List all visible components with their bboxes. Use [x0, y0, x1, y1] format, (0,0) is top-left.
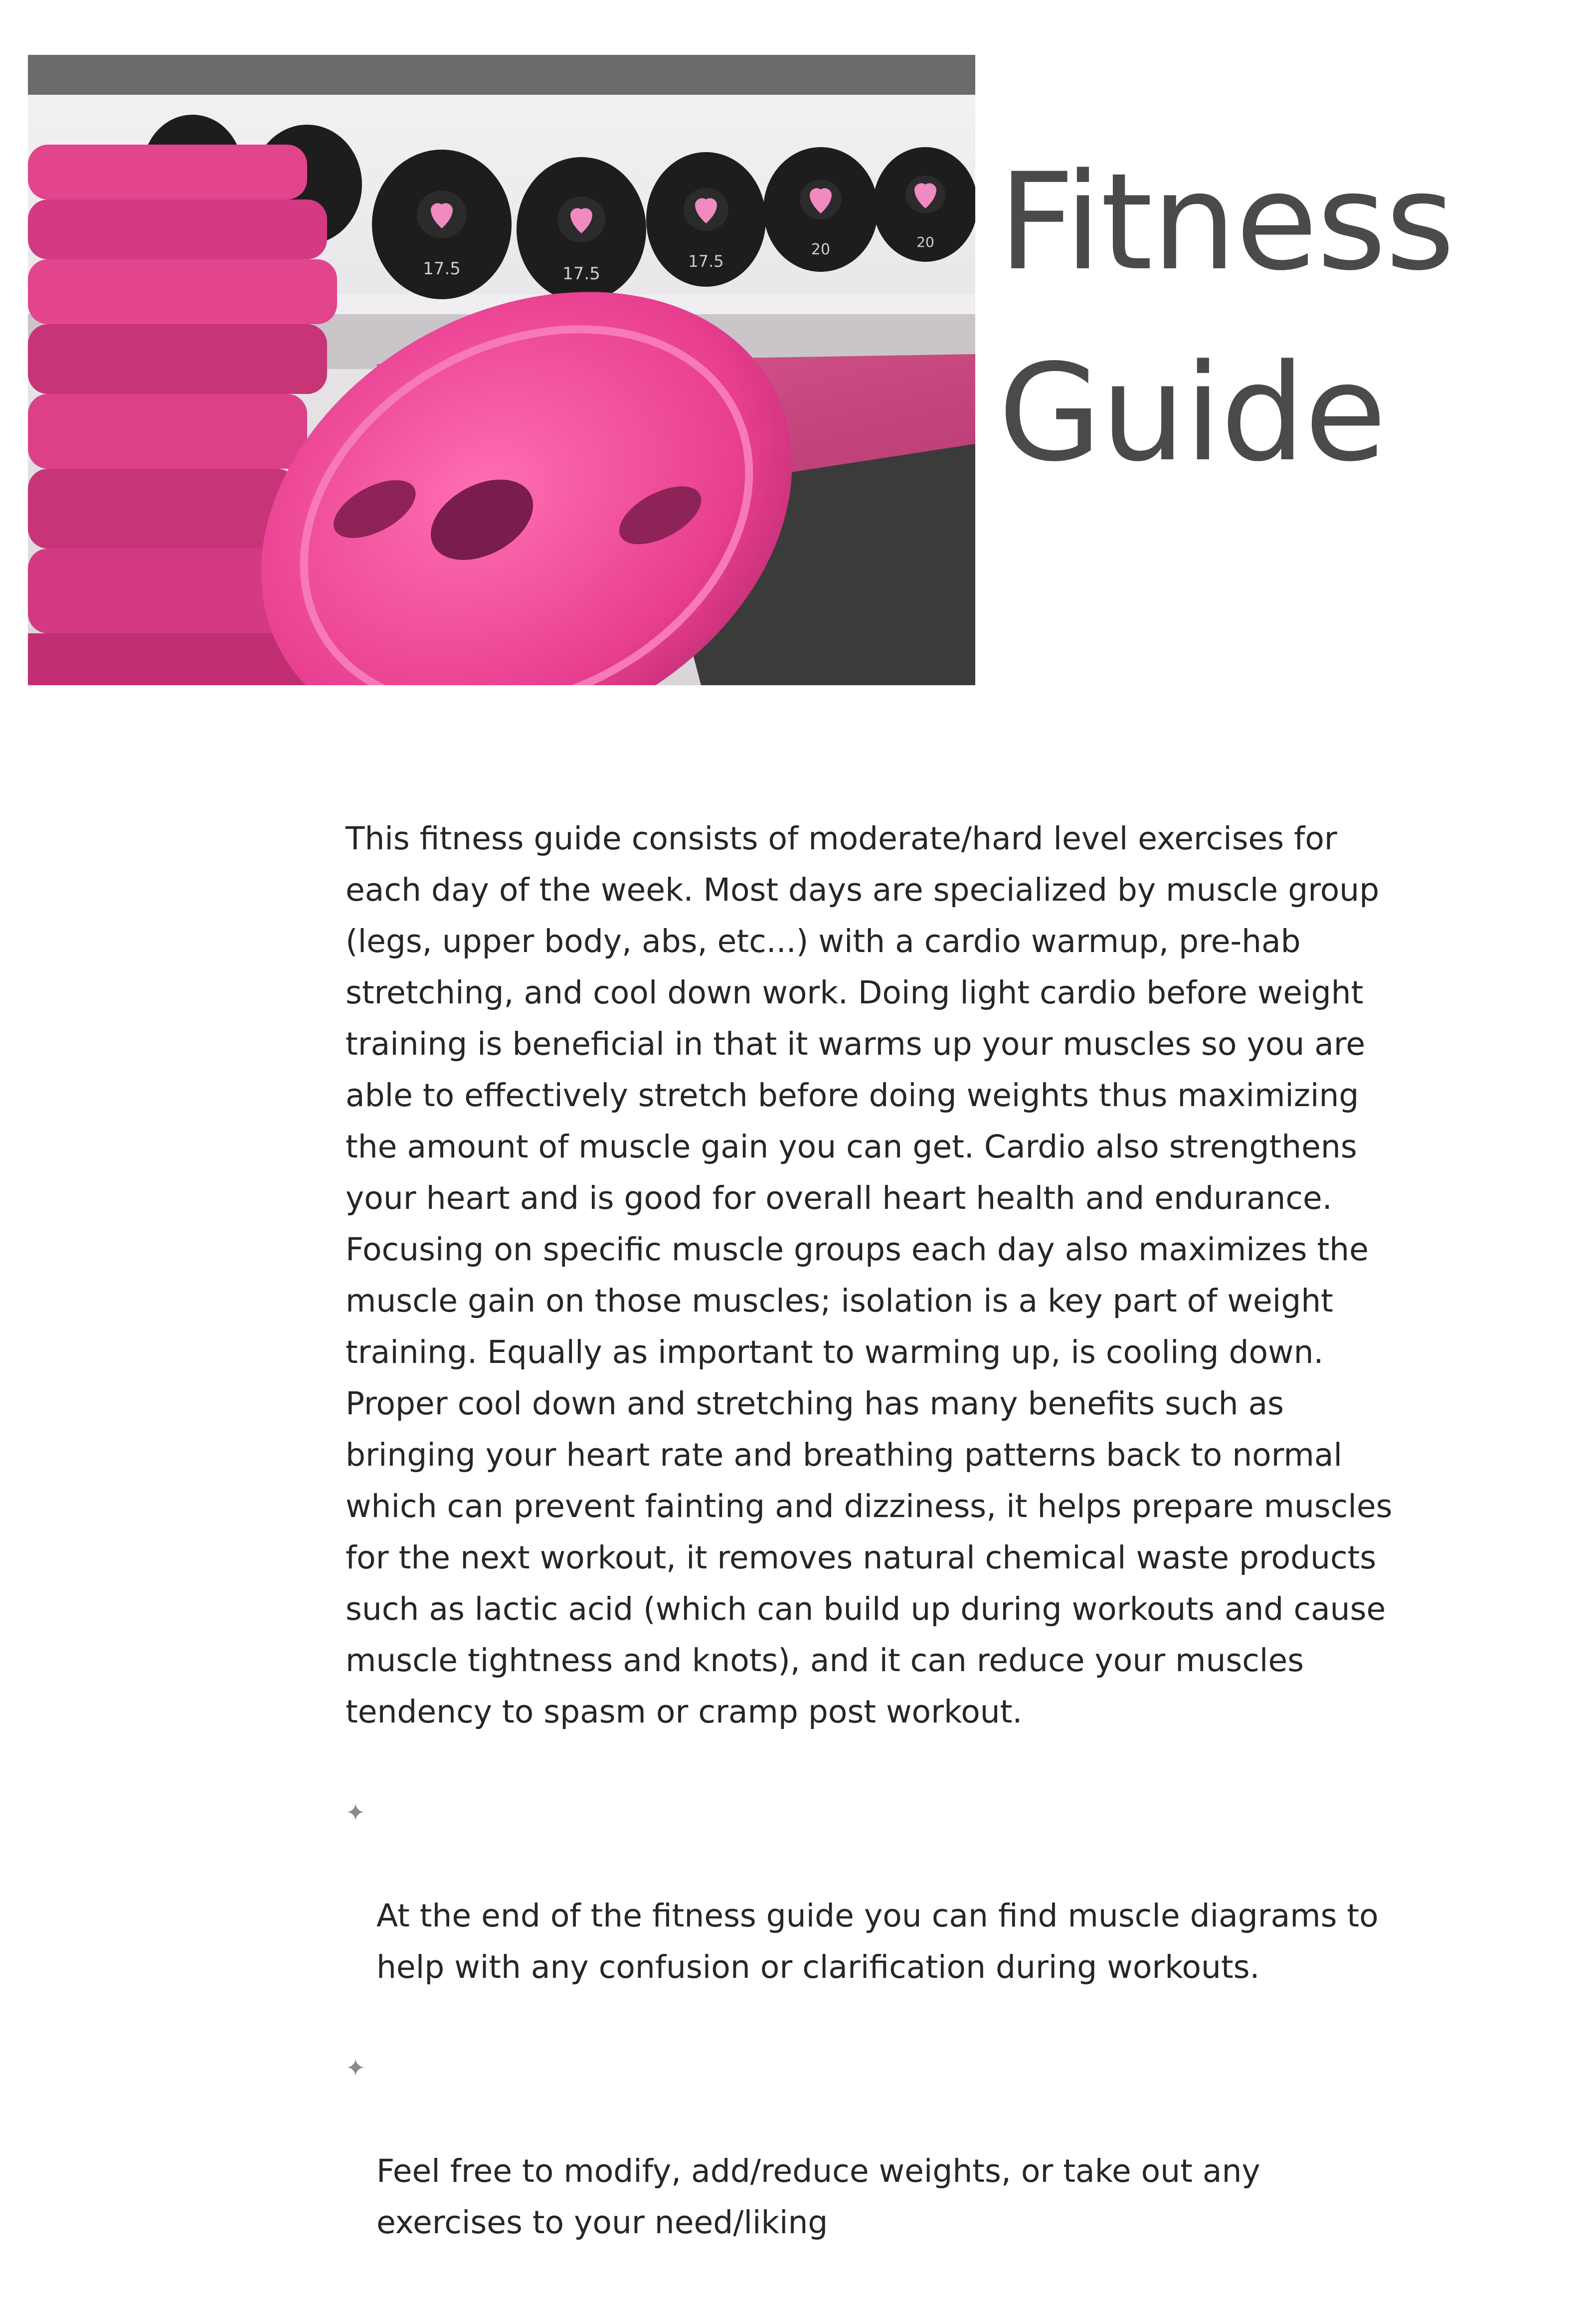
intro-paragraph: This fitness guide consists of moderate/hard level exercises for each day of the week. Most days are specialized by muscle group (legs, upper body, abs, etc...) with a cardio warmup, pre-hab stretching, and cool down work. Doing light cardio before weight training is beneficial in that it warms up your muscles so you are able to effectively stretch before doing weights thus maximizing the amount of muscle gain you can get. Cardio also strengthens your heart and is good for overall heart health and endurance. Focusing on specific muscle groups each day also maximizes the muscle gain on those muscles; isolation is a key part of weight training. Equally as important to warming up, is cooling down. Proper cool down and stretching has many benefits such as bringing your heart rate and breathing patterns back to normal which can prevent fainting and dizziness, it helps prepare muscles for the next workout, it removes natural chemical waste products such as lactic acid (which can build up during workouts and cause muscle tightness and knots), and it can reduce your muscles tendency to spasm or cramp post workout.: [346, 820, 1393, 1730]
title-line-1: Fitness: [998, 145, 1454, 300]
body-content: [346, 813, 1393, 2298]
title-line-2: Guide: [998, 336, 1386, 491]
dumbbell-label: 20: [811, 241, 831, 258]
dumbbell-label: 17.5: [423, 259, 461, 279]
list-item-text: Feel free to modify, add/reduce weights, or take out any exercises to your need/liking: [376, 2153, 1260, 2241]
page-title: [998, 127, 1454, 509]
sparkle-bullet-icon: ✦: [346, 1799, 366, 1827]
dumbbell-label: 17.5: [562, 264, 600, 284]
sparkle-bullet-icon: ✦: [346, 2054, 366, 2082]
notes-list: [346, 1787, 1393, 2248]
list-item: [346, 1787, 1393, 1993]
list-item: [346, 2043, 1393, 2248]
dumbbell-label: 17.5: [688, 252, 724, 271]
list-item-text: At the end of the fitness guide you can find muscle diagrams to help with any confusion or clarification during workouts.: [376, 1898, 1379, 1985]
hero-image: [28, 55, 975, 685]
dumbbell-label: 20: [916, 234, 934, 250]
